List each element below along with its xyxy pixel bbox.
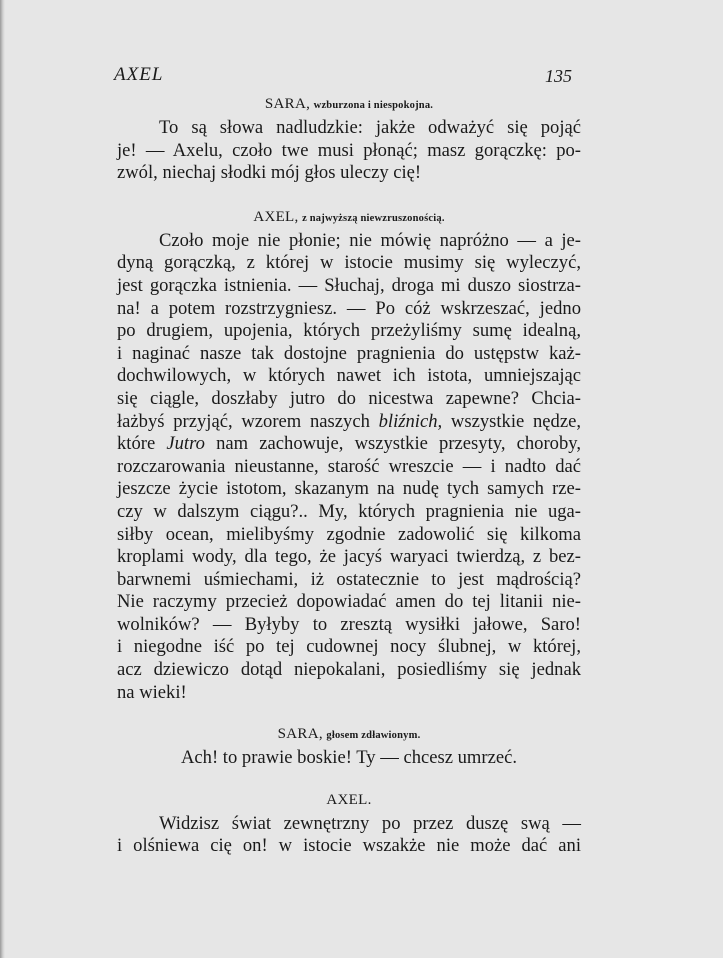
text-segment: które xyxy=(117,433,167,455)
page-number: 135 xyxy=(545,66,572,86)
text-line: się ciągle, doszłaby jutro do nicestwa zapewne? Chcia- xyxy=(117,387,581,409)
text-line: acz dziewiczo dotąd niepokalani, posiedliśmy się jednak xyxy=(117,659,581,681)
text-segment: nam zachowuje, wszystkie przesyty, choroby, xyxy=(204,433,582,455)
text-line: czy w dalszym ciągu?.. My, których pragnienia nie uga- xyxy=(117,500,581,522)
running-head xyxy=(114,64,572,90)
speech xyxy=(117,230,581,704)
text-line: zwól, niechaj słodki mój głos uleczy cię! xyxy=(117,162,422,184)
speaker-heading xyxy=(117,209,581,226)
page-body xyxy=(117,90,581,858)
speech xyxy=(117,117,581,185)
text-line: To są słowa nadludzkie: jakże odważyć się pojąć xyxy=(159,117,581,138)
speaker-heading xyxy=(117,726,581,743)
text-line: Nie raczymy przecież dopowiadać amen do tej litanii nie- xyxy=(117,591,581,613)
text-line: Czoło moje nie płonie; nie mówię napróżno — a je- xyxy=(159,229,581,251)
speaker-name: AXEL, xyxy=(253,208,299,225)
text-line: siłby ocean, mielibyśmy zgodnie zadowolić się kilkoma xyxy=(117,523,581,545)
text-line: i niegodne iść po tej cudownej nocy ślubnej, w której, xyxy=(117,636,581,658)
text-line: je! — Axelu, czoło twe musi płonąć; masz gorączkę: po- xyxy=(117,139,581,161)
text-line: Ach! to prawie boskie! Ty — chcesz umrzeć. xyxy=(180,747,517,769)
text-line: wolników? — Byłyby to zresztą wysiłki jałowe, Saro! xyxy=(117,613,581,635)
speech xyxy=(117,813,581,858)
running-title: AXEL xyxy=(114,64,164,85)
stage-direction: z najwyższą niewzruszonością. xyxy=(302,212,445,224)
text-line: kroplami wody, dla tego, że jacyś waryaci twierdzą, z bez- xyxy=(117,546,581,568)
text-line: barwnemi uśmiechami, iż ostatecznie to jest mądrością? xyxy=(117,568,581,590)
text-segment: wszystkie nędze, xyxy=(442,410,581,432)
text-line: dyną gorączką, z której w istocie musimy się wyleczyć, xyxy=(117,252,581,274)
book-spine-shadow xyxy=(0,0,5,958)
speaker-name: SARA, xyxy=(277,726,323,743)
text-line xyxy=(117,433,581,456)
stage-direction: wzburzona i niespokojna. xyxy=(313,100,434,111)
text-line: dochwilowych, w których nawet ich istota, umniejszając xyxy=(117,365,581,387)
speaker-name: AXEL. xyxy=(326,791,372,808)
italic-word: bliźnich, xyxy=(378,410,443,432)
text-line: na! a potem rozstrzygniesz. — Po cóż wskrzeszać, jedno xyxy=(117,297,581,319)
speaker-heading xyxy=(117,96,581,113)
text-line xyxy=(117,411,581,434)
text-line: i olśniewa cię on! w istocie wszakże nie może dać ani xyxy=(117,835,581,857)
italic-word: Jutro xyxy=(166,433,205,455)
text-line: jest gorączka istnienia. — Słuchaj, droga mi duszo siostrza- xyxy=(117,274,581,296)
text-line: jeszcze życie istotom, skazanym na nudę tych samych rze- xyxy=(117,478,581,500)
text-line: Widzisz świat zewnętrzny po przez duszę swą — xyxy=(159,812,581,834)
text-line: rozczarowania nieustanne, starość wreszcie — i nadto dać xyxy=(117,455,581,477)
speech xyxy=(117,747,581,770)
text-line: i naginać nasze tak dostojne pragnienia do ustępstw każ- xyxy=(117,342,581,364)
text-line: na wieki! xyxy=(117,681,187,703)
speaker-heading xyxy=(117,792,581,809)
text-segment: łażbyś przyjąć, wzorem naszych xyxy=(117,410,379,432)
stage-direction: głosem zdławionym. xyxy=(326,730,421,742)
text-line: po drugiem, upojenia, których przeżyliśmy sumę idealną, xyxy=(117,320,581,342)
speaker-name: SARA, xyxy=(264,96,311,112)
